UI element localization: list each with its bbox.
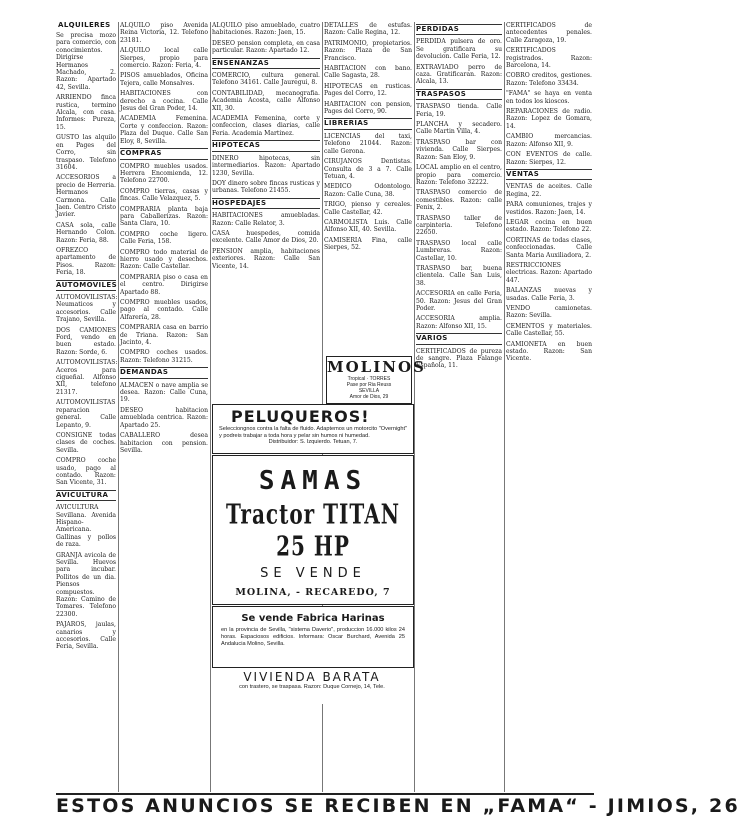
classified-ad: CONSIGNE todas clases de coches. Sevilla. bbox=[56, 431, 116, 454]
classified-ad: COBRO creditos, gestiones. Razon: Telefono 33434. bbox=[506, 72, 592, 87]
classified-ad: TRIGO, pienso y cereales. Calle Castellar, 42. bbox=[324, 201, 412, 216]
classified-ad: CIRUJANOS Dentistas. Consulta de 3 a 7. Calle Tetuan, 4. bbox=[324, 158, 412, 180]
section-heading: VENTAS bbox=[506, 169, 592, 180]
classified-ad: GUSTO las alquilo en Pages del Corro, sin traspaso. Telefono 31604. bbox=[56, 134, 116, 171]
classified-ad: ALQUILO local calle Sierpes, propio para comercio. Razon: Feria, 4. bbox=[120, 47, 208, 70]
classified-ad: TRASPASO tienda. Calle Feria, 19. bbox=[416, 103, 502, 118]
classified-ad: AUTOMOVILISTAS: Neumaticos y accesorios. Calle Trajano, Sevilla. bbox=[56, 294, 118, 324]
classified-ad: MEDICO Odontologo. Razon: Calle Cuna, 38. bbox=[324, 183, 412, 198]
section-heading: TRASPASOS bbox=[416, 89, 502, 100]
column-rule bbox=[414, 22, 415, 792]
column-rule bbox=[118, 22, 119, 792]
section-heading: VARIOS bbox=[416, 333, 502, 344]
classified-ad: COMPRO tierras, casas y fincas. Calle Velazquez, 5. bbox=[120, 187, 208, 203]
classified-ad: HABITACIONES amuebladas. Razon: Calle Relator, 3. bbox=[212, 212, 320, 227]
classified-ad: DOS CAMIONES Ford, vendo en buen estado. Razon: Sorde, 6. bbox=[56, 326, 116, 356]
classified-ad: CONTABILIDAD, mecanografia. Academia Acosta, calle Alfonso XII, 30. bbox=[212, 89, 320, 112]
classified-ad: DOY dinero sobre fincas rusticas y urbanas. Telefono 21455. bbox=[212, 179, 320, 195]
classified-ad: COMPRARIA planta baja para Caballerizas. Razon: Santa Clara, 10. bbox=[120, 205, 208, 228]
classified-ad: COMPRO todo material de hierro usado y desechos. Razon: Calle Castellar. bbox=[120, 248, 208, 271]
peluqueros-text: Selecciongnos contra la falta de fluido. Adaptemos un motorcito "Overnight" y podreis trabajar a toda hora y pelar sin humos ni humedad. bbox=[219, 426, 407, 439]
classified-ad: VENTAS de aceites. Calle Regina, 22. bbox=[506, 183, 592, 198]
classified-ad: PAJAROS, jaulas, canarios y accesorios. Calle Feria, Sevilla. bbox=[56, 621, 116, 651]
molinos-ad bbox=[326, 356, 426, 404]
classified-ad: CASA sola, calle Hernando Colon. Razon: Feria, 88. bbox=[56, 221, 116, 244]
samas-action: SE VENDE bbox=[260, 566, 366, 581]
samas-product: Tractor TITAN 25 HP bbox=[225, 497, 400, 563]
classified-ad: ACADEMIA Femenina. Corte y confeccion. Razon: Plaza del Duque. Calle San Eloy, 8, Sevilla. bbox=[120, 115, 208, 145]
samas-address: MOLINA, - RECAREDO, 7 bbox=[235, 587, 391, 598]
column-rule bbox=[210, 22, 211, 792]
classified-ad: COMPRO coches usados. Razon: Telefono 31215. bbox=[120, 349, 208, 364]
section-heading: ENSEÑANZAS bbox=[212, 58, 320, 69]
classified-ad: PENSION amplia, habitaciones exteriores. Razon: Calle San Vicente, 14. bbox=[212, 247, 320, 270]
classified-ad: CAMBIO mercancias. Razon: Alfonso XII, 9. bbox=[506, 133, 592, 148]
section-heading: HIPOTECAS bbox=[212, 140, 320, 151]
vivienda-text: con trastero, se traspasa. Razon: Duque Cornejo, 14, Tele. bbox=[239, 684, 385, 690]
classified-ad: "FAMA" se haya en venta en todos los kioscos. bbox=[506, 90, 592, 105]
classified-ad: HABITACION con bano. Calle Sagasta, 28. bbox=[324, 65, 412, 80]
classified-ad: ALQUILO piso Avenida Reina Victoria, 12. Telefono 23181. bbox=[120, 22, 208, 44]
classified-ad: RESTRICCIONES electricas. Razon: Apartado 447. bbox=[506, 261, 592, 284]
classified-ad: TRASPASO bar, buena clientela. Calle San Luis, 38. bbox=[416, 264, 502, 287]
classified-ad: ALMACEN o nave amplia se desea. Razon: Calle Cuna, 19. bbox=[120, 381, 208, 404]
classified-ad: DESEO pension completa, en casa particular. Razon: Apartado 12. bbox=[212, 39, 320, 55]
footer-banner: ESTOS ANUNCIOS SE RECIBEN EN „FAMA“ - JIMIOS, 26 bbox=[56, 795, 740, 817]
classified-column-4 bbox=[324, 22, 412, 352]
section-header: ALQUILERES bbox=[58, 21, 111, 29]
classified-ad: HIPOTECAS en rusticas. Pages del Corro, 12. bbox=[324, 82, 412, 98]
classified-ad: ACADEMIA Femenina, corte y confeccion, clases diarias, calle Feria. Academia Martinez. bbox=[212, 115, 320, 137]
column-rule bbox=[504, 22, 505, 792]
classified-ad: DINERO hipotecas, sin intermediarios. Razon: Apartado 1230, Sevilla. bbox=[212, 154, 320, 177]
section-heading: AUTOMOVILES bbox=[56, 280, 116, 291]
classified-ad: REPARACIONES de radio. Razon: Lopez de Gomara, 14. bbox=[506, 108, 592, 130]
classified-ad: AVICULTURA Sevillana. Avenida Hispano-Americana. Gallinas y pollos de raza. bbox=[56, 504, 116, 549]
classified-column-1 bbox=[56, 32, 116, 802]
peluqueros-contact: Distribuidor: S. Izquierdo. Tetuan, 7. bbox=[268, 439, 358, 446]
samas-brand: SAMAS bbox=[258, 466, 368, 496]
section-heading: COMPRAS bbox=[120, 148, 208, 159]
peluqueros-title: PELUQUEROS! bbox=[231, 407, 370, 426]
classified-ad: CERTIFICADOS de pureza de sangre. Plaza Falange Española, 11. bbox=[416, 347, 502, 370]
classified-ad: AUTOMOVILISTAS: Aceros para cigueñal. Alfonso XII, telefono 21317. bbox=[56, 359, 118, 396]
vivienda-title: VIVIENDA BARATA bbox=[243, 670, 381, 684]
classified-ad: CEMENTOS y materiales. Calle Castellar, 55. bbox=[506, 322, 592, 338]
classified-ad: CARMOLISTA Luis. Calle Alfonso XII, 40. Sevilla. bbox=[324, 218, 412, 234]
classified-ad: PARA comuniones, trajes y vestidos. Razon: Jaen, 14. bbox=[506, 201, 592, 216]
classified-ad: ACCESORIA en calle Feria, 50. Razon: Jesus del Gran Poder. bbox=[416, 290, 502, 312]
section-heading: AVICULTURA bbox=[56, 490, 116, 501]
classified-ad: HABITACION con pension, Pages del Corro, 90. bbox=[324, 100, 412, 116]
section-heading: HOSPEDAJES bbox=[212, 198, 320, 209]
classified-ad: TRASPASO local calle Lumbreras. Razon: Castellar, 10. bbox=[416, 239, 502, 262]
classified-ad: CAMISERIA Fina, calle Sierpes, 52. bbox=[324, 236, 412, 252]
classified-ad: CABALLERO desea habitacion con pension. Sevilla. bbox=[120, 432, 208, 454]
classified-ad: ARRIENDO finca rustica, termino Alcala, con casa. Informes: Pureza, 15. bbox=[56, 94, 116, 131]
classified-ad: VENDO camionetas. Razon: Sevilla. bbox=[506, 305, 592, 320]
classified-column-6 bbox=[506, 22, 592, 792]
classified-ad: CERTIFICADOS registrados. Razon: Barcelona, 14. bbox=[506, 47, 592, 70]
classified-ad: ACCESORIOS a precio de Herreria. Hermanos Carmona. Calle Jaen. Centro Cristo Javier. bbox=[56, 174, 116, 219]
classified-ad: CORTINAS de todas clases, confeccionadas. Calle Santa Maria Auxiliadora, 2. bbox=[506, 236, 592, 259]
molinos-title: MOLINOS bbox=[327, 358, 426, 376]
classified-ad: LEGAR cocina en buen estado. Razon: Telefono 22. bbox=[506, 218, 592, 234]
classified-ad: TRASPASO taller de carpinteria. Telefono 22650. bbox=[416, 214, 502, 237]
classified-ad: BALANZAS nuevas y usadas. Calle Feria, 3. bbox=[506, 287, 592, 302]
classified-column-5 bbox=[416, 22, 502, 792]
classified-ad: PATRIMONIO, propietarios. Razon: Plaza de San Francisco. bbox=[324, 39, 412, 62]
classified-ad: PERDIDA pulsera de oro. Se gratificara su devolucion. Calle Feria, 12. bbox=[416, 38, 502, 61]
classified-ad: EXTRAVIADO perro de caza. Gratificaran. Razon: Alcala, 13. bbox=[416, 63, 502, 86]
molinos-line: SEVILLA bbox=[358, 388, 380, 394]
classified-column-2 bbox=[120, 22, 208, 792]
classified-ad: Se precisa mozo para comercio, con conocimientos. Dirigirse Hermanos Machado, 2. Razon: Apartado 42, Sevilla. bbox=[56, 32, 116, 91]
classified-ad: COMPRARIA piso o casa en el centro. Dirigirse Apartado 88. bbox=[120, 273, 208, 296]
section-heading: LIBRERIAS bbox=[324, 118, 412, 129]
classified-ad: AUTOMOVILISTAS reparacion general. Calle Lepanto, 9. bbox=[56, 399, 116, 429]
harinas-ad bbox=[212, 606, 414, 668]
classified-ad: CAMIONETA en buen estado. Razon: San Vicente. bbox=[506, 340, 592, 363]
classified-ad: COMERCIO, cultura general. Telefono 34161. Calle Jauregui, 8. bbox=[212, 72, 320, 87]
harinas-text: en la provincia de Sevilla, "sistema Daverio", produccion 16.000 kilos 24 horas. Espaciosos edificios. Informara: Oscar Burchard, Avenida 25 Andalucia Molino, Sevilla. bbox=[221, 627, 405, 647]
classified-ad: GRANJA avicola de Sevilla. Huevos para incubar. Pollitos de un dia. Piensos compuestos. Razon: Camino de Tomares. Telefono 22300. bbox=[56, 551, 116, 618]
molinos-line: Amor de Dios, 29 bbox=[349, 394, 389, 400]
classified-ad: COMPRO muebles usados, pago al contado. Calle Alfarería, 28. bbox=[120, 299, 208, 321]
classified-ad: COMPRARIA casa en barrio de Triana. Razon: San Jacinto, 4. bbox=[120, 324, 208, 347]
classified-column-3 bbox=[212, 22, 320, 352]
classified-ad: LOCAL amplio en el centro, propio para comercio. Razon: Telefono 32222. bbox=[416, 164, 502, 186]
classified-ad: HABITACIONES con derecho a cocina. Calle Jesus del Gran Poder, 14. bbox=[120, 90, 208, 113]
harinas-title: Se vende Fabrica Harinas bbox=[241, 613, 385, 624]
samas-tractor-ad bbox=[212, 455, 414, 605]
section-heading: PERDIDAS bbox=[416, 24, 502, 35]
classified-ad: CASA huespedes, comida excelente. Calle Amor de Dios, 20. bbox=[212, 229, 320, 245]
classified-ad: COMPRO muebles usados. Herrera Encomienda, 12. Telefono 22700. bbox=[120, 162, 208, 185]
section-heading: DEMANDAS bbox=[120, 367, 208, 378]
classified-ad: DETALLES de estufas. Razon: Calle Regina, 12. bbox=[324, 22, 412, 37]
classified-ad: OFREZCO apartamento de Pisos. Razon: Feria, 18. bbox=[56, 246, 116, 277]
classified-ad: PLANCHA y secadero. Calle Martin Villa, 4. bbox=[416, 121, 502, 136]
classified-ad: PISOS amueblados, Oficina Tejera, calle Monsalves. bbox=[120, 72, 208, 87]
classified-ad: ALQUILO piso amueblado, cuatro habitaciones. Razon: Jaen, 15. bbox=[212, 22, 320, 37]
classified-ad: ACCESORIA amplia. Razon: Alfonso XII, 15. bbox=[416, 315, 502, 330]
classified-ad: TRASPASO bar con vivienda. Calle Sierpes. Razon: San Eloy, 9. bbox=[416, 138, 502, 161]
classified-ad: LICENCIAS del taxi, Telefono 21044. Razon: calle Gerona. bbox=[324, 132, 412, 155]
classified-ad: COMPRO coche ligero. Calle Feria, 158. bbox=[120, 230, 208, 246]
classified-ad: COMPRO coche usado, pago al contado. Razon: San Vicente, 31. bbox=[56, 457, 116, 487]
peluqueros-ad bbox=[212, 404, 414, 454]
classified-ad: CERTIFICADOS de antecedentes penales. Calle Zaragoza, 19. bbox=[506, 22, 592, 44]
classified-ad: TRASPASO comercio de comestibles. Razon: calle Fenix, 2. bbox=[416, 189, 502, 212]
molinos-line: Tropical · TORRES bbox=[347, 376, 391, 382]
vivienda-ad bbox=[212, 668, 412, 704]
classified-ad: DESEO habitacion amueblada centrica. Razon: Apartado 25. bbox=[120, 406, 208, 429]
classified-ad: CON EVENTOS de calle. Razon: Sierpes, 12. bbox=[506, 151, 592, 166]
molinos-line: Pase por Ria Reuss bbox=[346, 382, 392, 388]
